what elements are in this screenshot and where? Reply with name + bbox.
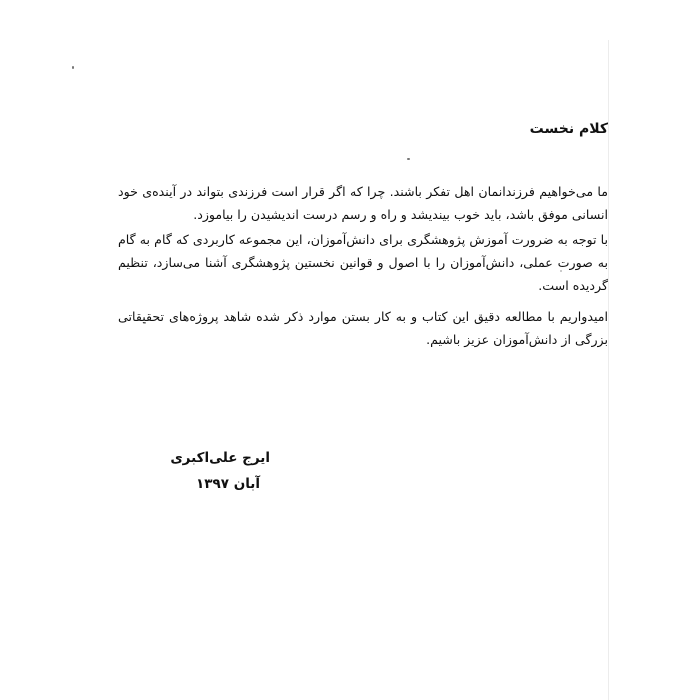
author-name: ایرج علی‌اکبری — [170, 450, 270, 466]
signature-block — [160, 445, 270, 497]
paragraph: با توجه به ضرورت آموزش پژوهشگری برای دانش‌آموزان، این مجموعه کاربردی که گام به گام به صورت عملی، دانش‌آموزان را با اصول و قوانین نخستین پژوهشگری آشنا می‌سازد، تنظیم گردیده است. — [118, 232, 608, 293]
paragraph: ما می‌خواهیم فرزندانمان اهل تفکر باشند. چرا که اگر قرار است فرزندی بتواند در آینده‌ی خود انسانی موفق باشد، باید خوب بیندیشد و راه و رسم درست اندیشیدن را بیاموزد. — [118, 184, 608, 222]
page-heading: کلام نخست — [529, 121, 608, 137]
page-edge-shadow — [608, 40, 609, 700]
signature-date: آبان ۱۳۹۷ — [196, 476, 260, 492]
document-body — [118, 118, 608, 351]
paragraph: امیدواریم با مطالعه دقیق این کتاب و به کار بستن موارد ذکر شده شاهد پروژه‌های تحقیقاتی بزرگی از دانش‌آموزان عزیز باشیم. — [118, 309, 608, 347]
scan-speck — [72, 66, 74, 69]
